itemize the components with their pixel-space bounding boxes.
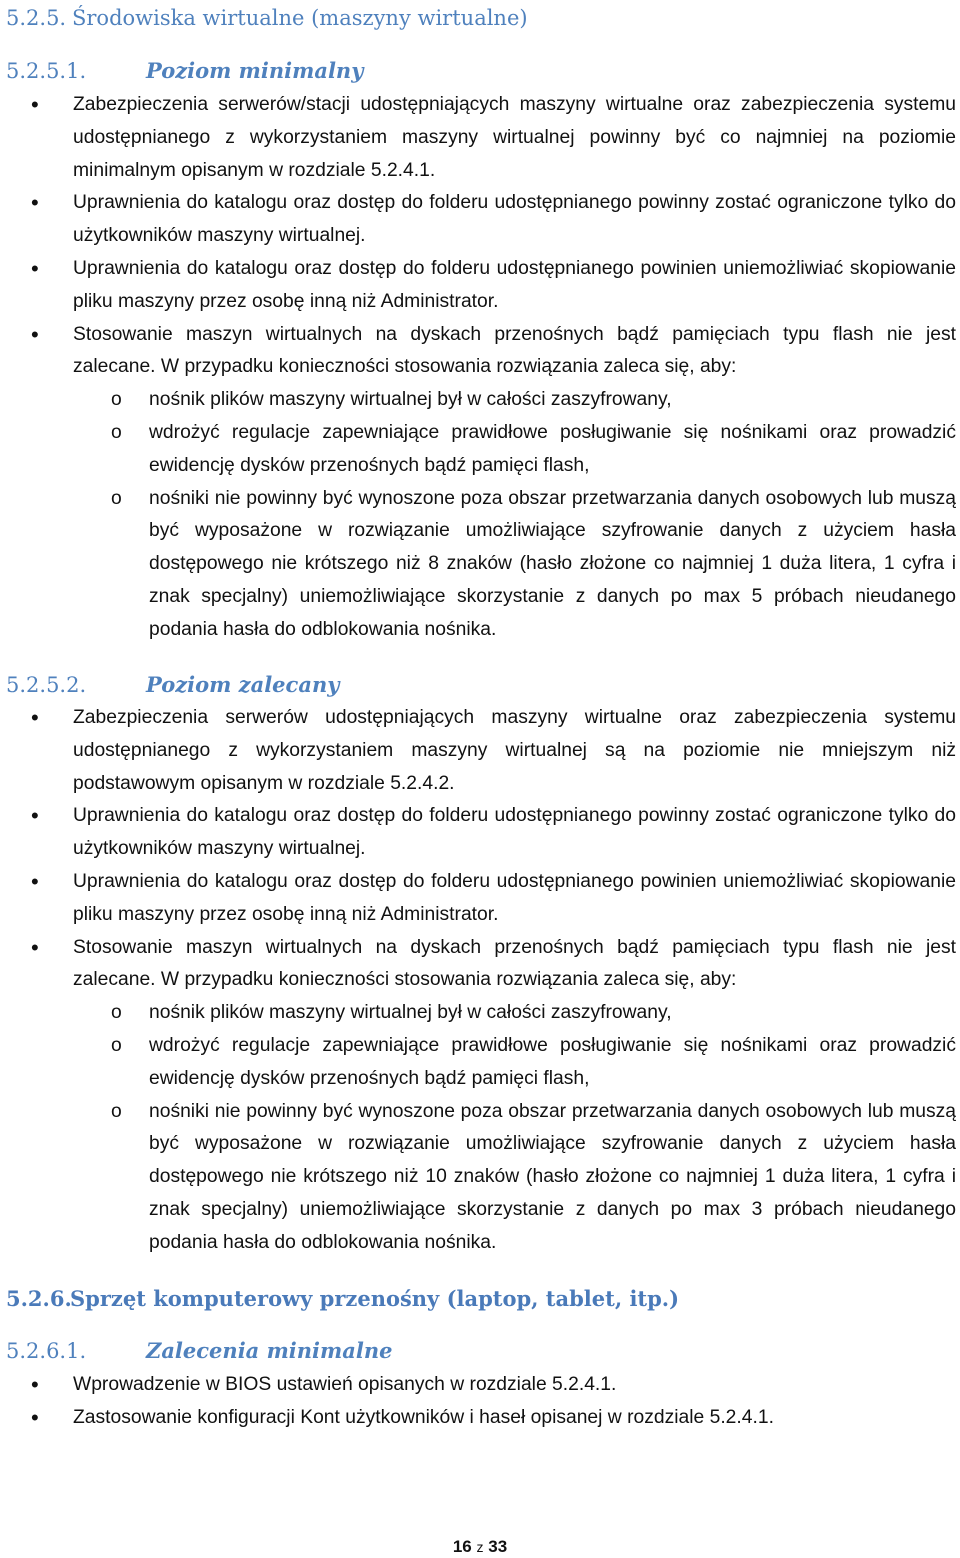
page-separator: z [476, 1539, 484, 1555]
sub-bullet-marker: o [111, 1002, 122, 1024]
heading-title: Zalecenia minimalne [146, 1338, 393, 1363]
heading-title: Środowiska wirtualne (maszyny wirtualne) [72, 6, 528, 30]
sub-list-text: wdrożyć regulacje zapewniające prawidłowe posługiwanie się nośnikami oraz prowadzić ewidencję dysków przenośnych bądź pamięci flash, [149, 1034, 956, 1089]
sub-list-item [0, 384, 960, 417]
sub-list-text: wdrożyć regulacje zapewniające prawidłowe posługiwanie się nośnikami oraz prowadzić ewidencję dysków przenośnych bądź pamięci flash, [149, 421, 956, 476]
list-item: • Stosowanie maszyn wirtualnych na dyskach przenośnych bądź pamięciach typu flash nie jest zalecane. W przypadku konieczności stosowania rozwiązania zaleca się, aby: [0, 319, 960, 385]
list-item: • Uprawnienia do katalogu oraz dostęp do folderu udostępnianego powinny zostać ograniczone tylko do użytkowników maszyny wirtualnej. [0, 187, 960, 253]
list-item: • Uprawnienia do katalogu oraz dostęp do folderu udostępnianego powinien uniemożliwiać skopiowanie pliku maszyny przez osobę inną niż Administrator. [0, 866, 960, 932]
sub-bullet-marker: o [111, 1034, 122, 1056]
list-item: • Zabezpieczenia serwerów/stacji udostępniających maszyny wirtualne oraz zabezpieczenia systemu udostępnianego z wykorzystaniem maszyny wirtualnej powinny być co najmniej na poziomie minimalnym opisanym w rozdziale 5.2.4.1. [0, 89, 960, 187]
heading-number: 5.2.5.2. [6, 673, 87, 697]
heading-5-2-5-2 [6, 672, 339, 698]
sub-list-item [0, 417, 960, 483]
heading-5-2-6-1 [6, 1338, 392, 1364]
sub-bullet-marker: o [111, 1100, 122, 1122]
list-item: • Uprawnienia do katalogu oraz dostęp do folderu udostępnianego powinien uniemożliwiać skopiowanie pliku maszyny przez osobę inną niż Administrator. [0, 253, 960, 319]
total-pages: 33 [488, 1537, 508, 1556]
list-5-2-5-1 [0, 89, 960, 647]
heading-5-2-5-1 [6, 58, 363, 84]
heading-title: Sprzęt komputerowy przenośny (laptop, tablet, itp.) [70, 1286, 680, 1311]
sub-bullet-marker: o [111, 389, 122, 411]
sub-list-text: nośniki nie powinny być wynoszone poza obszar przetwarzania danych osobowych lub muszą być wyposażone w rozwiązanie umożliwiające szyfrowanie danych z użyciem hasła dostępowego nie krótszego niż 8 znaków (hasło złożone co najmniej 1 duża litera, 1 cyfra i znak specjalny) uniemożliwiające skorzystanie z danych po max 5 próbach nieudanego podania hasła do odblokowania nośnika. [149, 487, 956, 640]
heading-number: 5.2.6. [6, 1286, 72, 1311]
list-item: • Stosowanie maszyn wirtualnych na dyskach przenośnych bądź pamięciach typu flash nie jest zalecane. W przypadku konieczności stosowania rozwiązania zaleca się, aby: [0, 932, 960, 998]
heading-title: Poziom minimalny [146, 58, 364, 83]
heading-number: 5.2.5. [6, 6, 67, 30]
sub-list-item [0, 1096, 960, 1260]
sub-list-text: nośnik plików maszyny wirtualnej był w całości zaszyfrowany, [149, 1002, 672, 1024]
heading-number: 5.2.6.1. [6, 1339, 87, 1363]
list-5-2-6-1 [0, 1369, 960, 1435]
list-item: • Zabezpieczenia serwerów udostępniających maszyny wirtualne oraz zabezpieczenia systemu udostępnianego z wykorzystaniem maszyny wirtualnej są na poziomie nie mniejszym niż podstawowym opisanym w rozdziale 5.2.4.2. [0, 702, 960, 800]
sub-list-text: nośnik plików maszyny wirtualnej był w całości zaszyfrowany, [149, 389, 672, 411]
heading-title: Poziom zalecany [146, 672, 340, 697]
heading-number: 5.2.5.1. [6, 59, 87, 83]
list-item: • Wprowadzenie w BIOS ustawień opisanych w rozdziale 5.2.4.1. [0, 1369, 960, 1402]
sub-bullet-marker: o [111, 487, 122, 509]
current-page: 16 [452, 1537, 472, 1556]
heading-5-2-6 [6, 1286, 679, 1312]
sub-bullet-marker: o [111, 421, 122, 443]
list-item: • Uprawnienia do katalogu oraz dostęp do folderu udostępnianego powinny zostać ograniczone tylko do użytkowników maszyny wirtualnej. [0, 800, 960, 866]
page-number-footer [0, 1537, 960, 1557]
sub-list-text: nośniki nie powinny być wynoszone poza obszar przetwarzania danych osobowych lub muszą być wyposażone w rozwiązanie umożliwiające szyfrowanie danych z użyciem hasła dostępowego nie krótszego niż 10 znaków (hasło złożone co najmniej 1 duża litera, 1 cyfra i znak specjalny) uniemożliwiające skorzystanie z danych po max 3 próbach nieudanego podania hasła do odblokowania nośnika. [149, 1100, 956, 1253]
sub-list-item [0, 1030, 960, 1096]
heading-5-2-5 [6, 5, 528, 31]
list-5-2-5-2 [0, 702, 960, 1260]
sub-list-item [0, 483, 960, 647]
list-item: • Zastosowanie konfiguracji Kont użytkowników i haseł opisanej w rozdziale 5.2.4.1. [0, 1402, 960, 1435]
sub-list-item [0, 997, 960, 1030]
